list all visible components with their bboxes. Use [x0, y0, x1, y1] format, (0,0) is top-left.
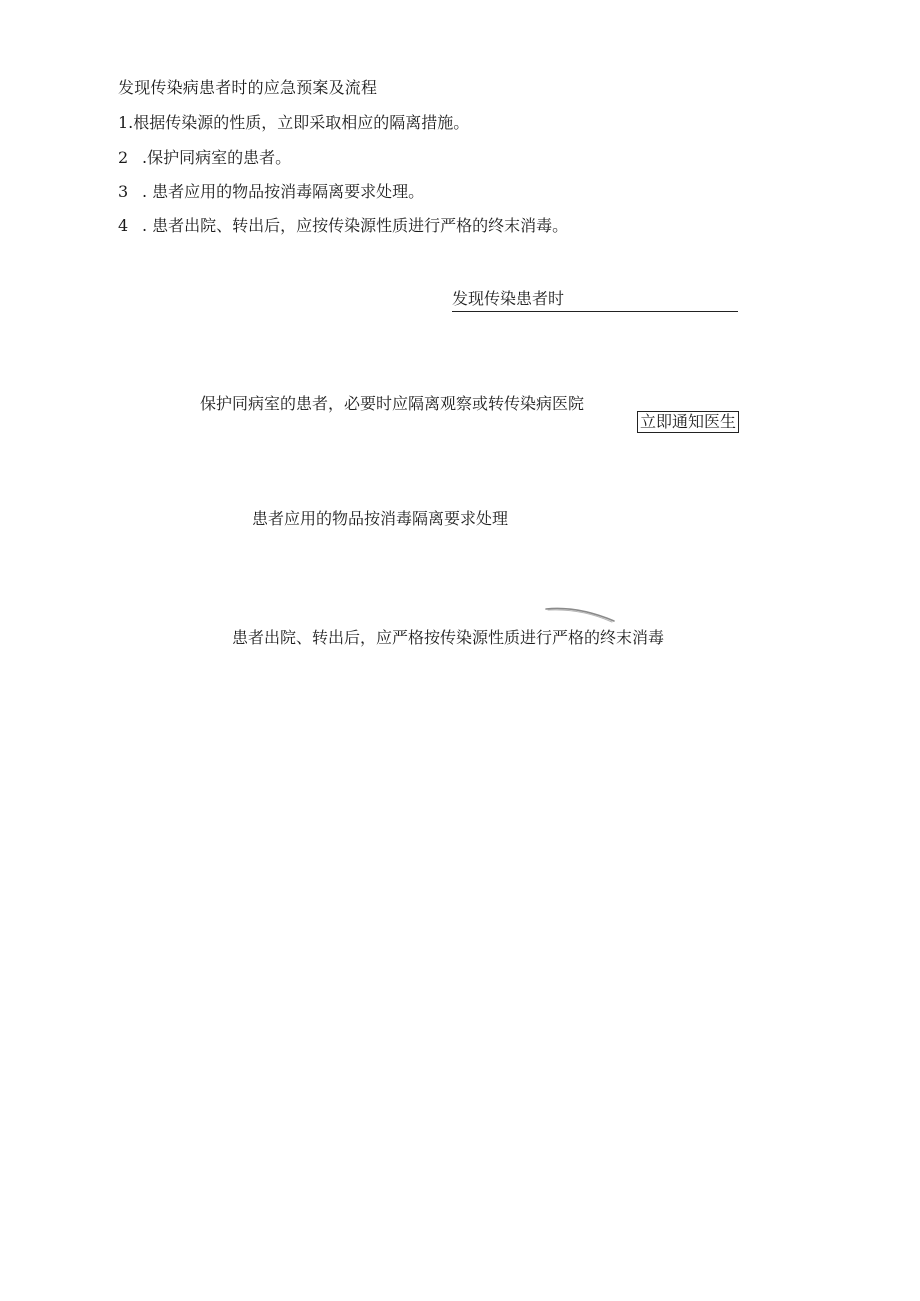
- flowchart-discharge-node: 患者出院、转出后，应严格按传染源性质进行严格的终末消毒: [232, 628, 665, 647]
- list-item-text: . 患者出院、转出后，应按传染源性质进行严格的终末消毒。: [142, 216, 569, 235]
- flowchart-protect-node: 保护同病室的患者，必要时应隔离观察或转传染病医院: [200, 394, 585, 413]
- list-item: [118, 148, 291, 168]
- flowchart-notify-node: 立即通知医生: [637, 411, 739, 433]
- list-item-number: 2: [118, 148, 129, 167]
- list-item-text: . 患者应用的物品按消毒隔离要求处理。: [142, 182, 425, 201]
- list-item-text: 根据传染源的性质，立即采取相应的隔离措施。: [133, 113, 470, 132]
- list-item: [118, 182, 424, 202]
- list-item-text: .保护同病室的患者。: [142, 148, 292, 167]
- flowchart-items-node: 患者应用的物品按消毒隔离要求处理: [252, 509, 509, 528]
- list-item-number: 3: [118, 182, 129, 201]
- document-title: 发现传染病患者时的应急预案及流程: [118, 78, 378, 97]
- flowchart-start-node: 发现传染患者时: [452, 289, 738, 312]
- list-item: [118, 216, 568, 236]
- list-item-number: 1.: [118, 113, 134, 132]
- list-item-number: 4: [118, 216, 129, 235]
- stray-stroke-mark: [544, 604, 616, 624]
- list-item: [118, 113, 469, 133]
